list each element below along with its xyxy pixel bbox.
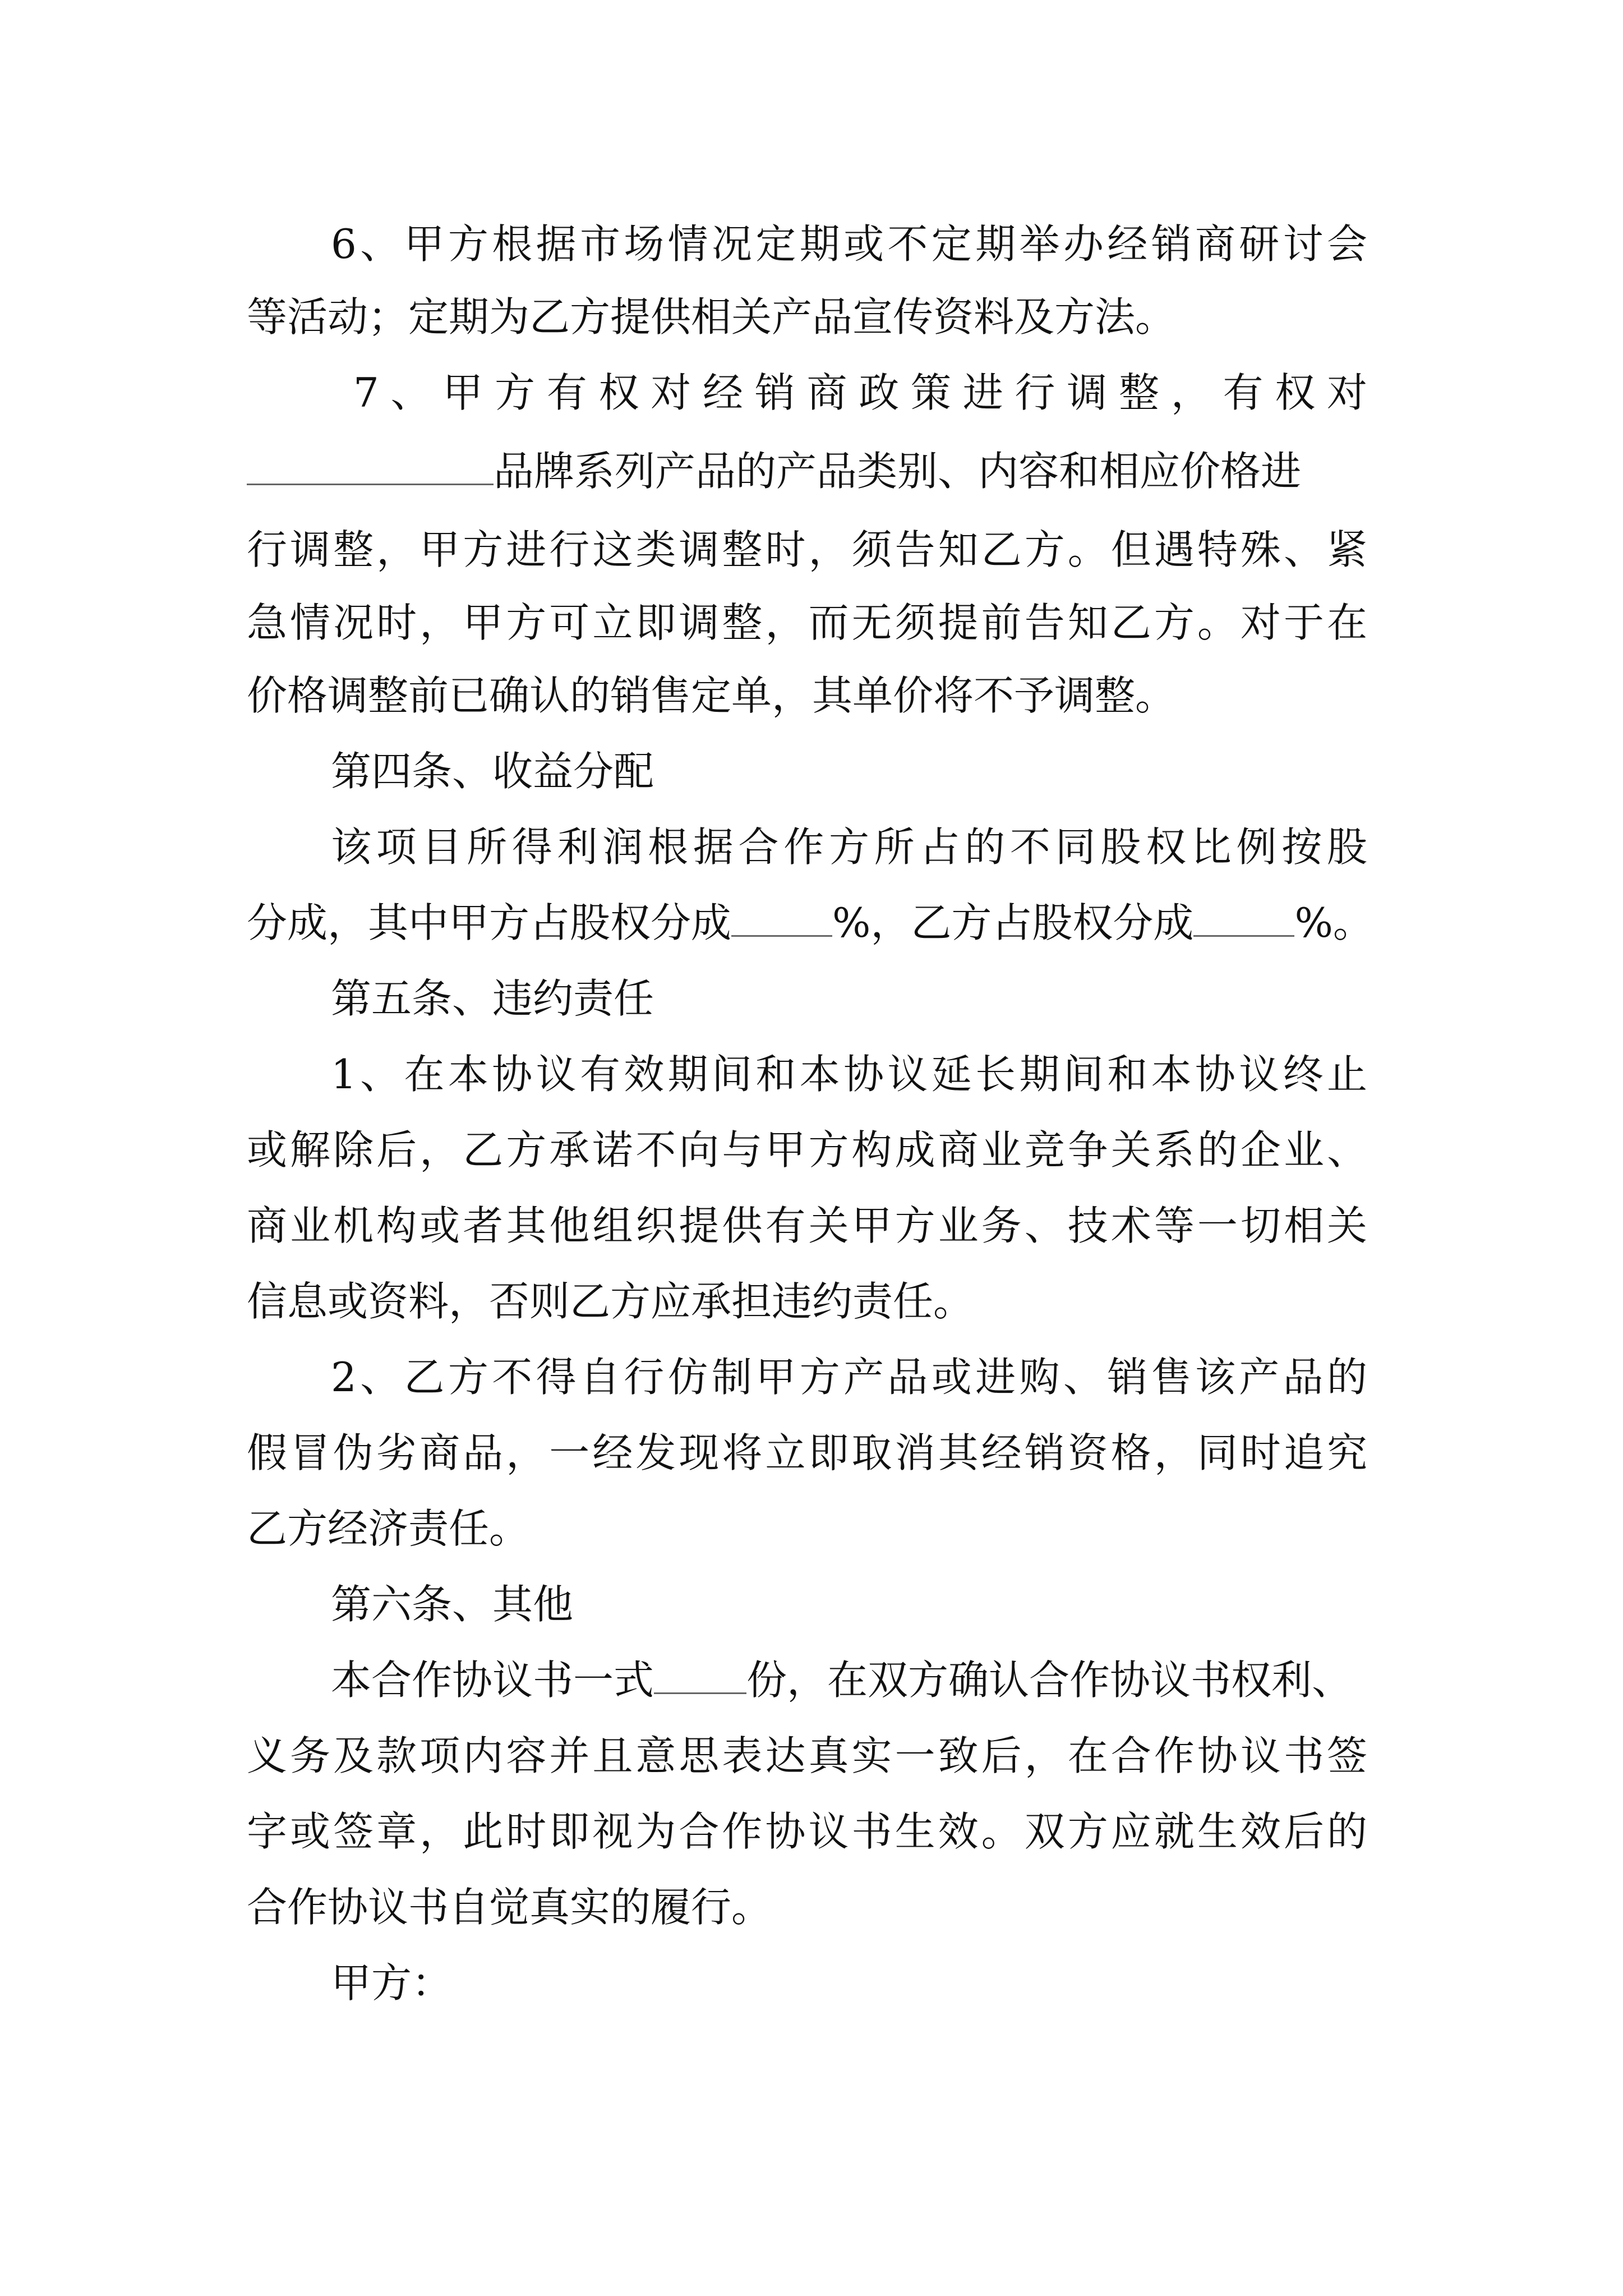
item-6-line-1: 6、甲方根据市场情况定期或不定期举办经销商研讨会: [331, 220, 1367, 268]
article-6-line-1-part-1: 本合作协议书一式: [331, 1657, 654, 1704]
article-5-item-1-line-2: 或解除后，乙方承诺不向与甲方构成商业竞争关系的企业、: [247, 1126, 1367, 1174]
article-5-item-2-line-3: 乙方经济责任。: [247, 1505, 530, 1552]
article-6-line-4: 合作协议书自觉真实的履行。: [247, 1884, 772, 1931]
article-6-line-1-part-2: 份，在双方确认合作协议书权利、: [746, 1657, 1353, 1704]
item-7-line-1: 7、甲方有权对经销商政策进行调整，有权对: [353, 369, 1367, 416]
item-7-line-3: 行调整，甲方进行这类调整时，须告知乙方。但遇特殊、紧: [247, 526, 1367, 573]
article-6-line-1: [331, 1649, 1352, 1711]
article-4-heading: 第四条、收益分配: [331, 748, 654, 795]
article-4-line-2: [247, 892, 1373, 954]
article-5-item-2-line-2: 假冒伪劣商品，一经发现将立即取消其经销资格，同时追究: [247, 1429, 1367, 1476]
item-6-line-2: 等活动；定期为乙方提供相关产品宣传资料及方法。: [247, 293, 1176, 341]
article-4-line-2-part-3: %。: [1294, 899, 1373, 946]
article-5-item-1-line-4: 信息或资料，否则乙方应承担违约责任。: [247, 1278, 974, 1325]
article-5-item-1-line-3: 商业机构或者其他组织提供有关甲方业务、技术等一切相关: [247, 1202, 1367, 1249]
party-a-share-blank: [731, 900, 832, 937]
item-7-line-5: 价格调整前已确认的销售定单，其单价将不予调整。: [247, 672, 1176, 719]
article-6-heading: 第六条、其他: [331, 1581, 574, 1628]
article-4-line-2-part-2: %，乙方占股权分成: [832, 899, 1194, 946]
article-5-item-2-line-1: 2、乙方不得自行仿制甲方产品或进购、销售该产品的: [331, 1354, 1367, 1401]
item-7-line-2-text: 品牌系列产品的产品类别、内容和相应价格进: [494, 448, 1302, 495]
item-7-line-2: [247, 440, 1301, 502]
party-a-label: 甲方：: [331, 1959, 453, 2007]
brand-name-blank: [247, 449, 494, 485]
copies-count-blank: [654, 1658, 746, 1694]
article-5-item-1-line-1: 1、在本协议有效期间和本协议延长期间和本协议终止: [331, 1051, 1367, 1098]
article-6-line-2: 义务及款项内容并且意思表达真实一致后，在合作协议书签: [247, 1732, 1367, 1779]
party-b-share-blank: [1193, 900, 1294, 937]
article-6-line-3: 字或签章，此时即视为合作协议书生效。双方应就生效后的: [247, 1808, 1367, 1855]
item-7-line-4: 急情况时，甲方可立即调整，而无须提前告知乙方。对于在: [247, 599, 1367, 646]
article-4-line-1: 该项目所得利润根据合作方所占的不同股权比例按股: [331, 823, 1367, 871]
article-5-heading: 第五条、违约责任: [331, 975, 654, 1022]
article-4-line-2-part-1: 分成，其中甲方占股权分成: [247, 899, 732, 946]
